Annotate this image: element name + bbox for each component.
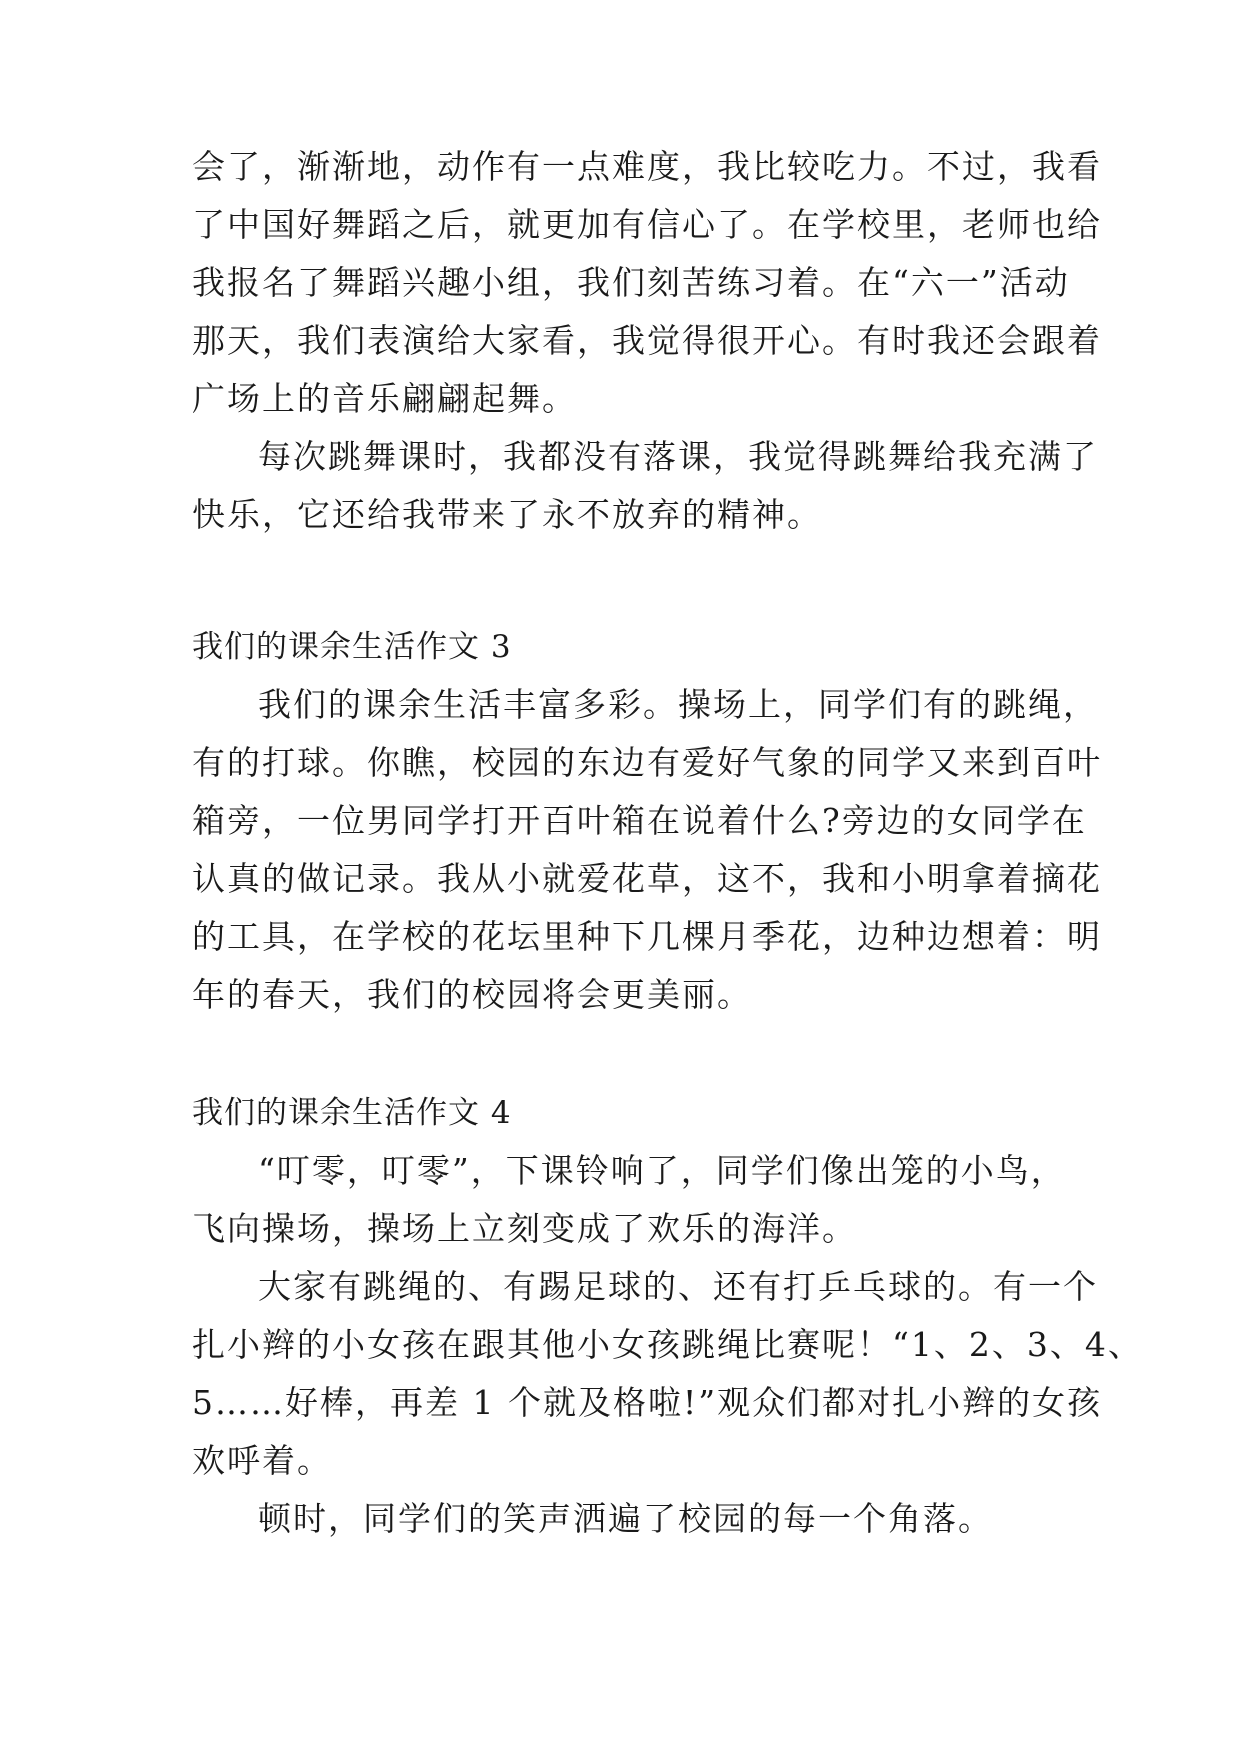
essay4-paragraph-2	[192, 1258, 1143, 1490]
text-line: 广场上的音乐翩翩起舞。	[192, 379, 577, 418]
essay-title: 我们的课余生活作文 3	[192, 629, 512, 665]
text-line: 快乐，它还给我带来了永不放弃的精神。	[192, 495, 822, 534]
essay4-paragraph-1	[192, 1142, 1072, 1258]
text-line: 会了，渐渐地，动作有一点难度，我比较吃力。不过，我看	[192, 147, 1102, 186]
essay3-title	[192, 618, 1072, 676]
essay4-title	[192, 1084, 1072, 1142]
text-line: 箱旁，一位男同学打开百叶箱在说着什么?旁边的女同学在	[192, 801, 1087, 840]
text-line: 飞向操场，操场上立刻变成了欢乐的海洋。	[192, 1209, 857, 1248]
essay3-paragraph	[192, 676, 1102, 1024]
text-line: 每次跳舞课时，我都没有落课，我觉得跳舞给我充满了	[258, 437, 1098, 476]
essay4-paragraph-3	[192, 1490, 1072, 1548]
text-line: 认真的做记录。我从小就爱花草，这不，我和小明拿着摘花	[192, 859, 1102, 898]
text-line: 那天，我们表演给大家看，我觉得很开心。有时我还会跟着	[192, 321, 1102, 360]
continued-paragraph-1	[192, 138, 1102, 428]
text-line: 大家有跳绳的、有踢足球的、还有打乒乓球的。有一个	[258, 1267, 1098, 1306]
text-line: 有的打球。你瞧，校园的东边有爱好气象的同学又来到百叶	[192, 743, 1102, 782]
continued-paragraph-2	[192, 428, 1098, 544]
essay-title: 我们的课余生活作文 4	[192, 1095, 512, 1131]
text-line: 扎小辫的小女孩在跟其他小女孩跳绳比赛呢！“1、2、3、4、	[192, 1325, 1143, 1364]
text-line: “叮零，叮零”，下课铃响了，同学们像出笼的小鸟，	[258, 1151, 1066, 1190]
text-line: 我们的课余生活丰富多彩。操场上，同学们有的跳绳，	[258, 685, 1098, 724]
text-line: 顿时，同学们的笑声洒遍了校园的每一个角落。	[258, 1499, 993, 1538]
text-line: 的工具，在学校的花坛里种下几棵月季花，边种边想着：明	[192, 917, 1102, 956]
text-line: 了中国好舞蹈之后，就更加有信心了。在学校里，老师也给	[192, 205, 1102, 244]
text-line: 欢呼着。	[192, 1441, 332, 1480]
text-line: 5……好棒，再差 1 个就及格啦!”观众们都对扎小辫的女孩	[192, 1383, 1103, 1422]
text-line: 我报名了舞蹈兴趣小组，我们刻苦练习着。在“六一”活动	[192, 263, 1070, 302]
text-line: 年的春天，我们的校园将会更美丽。	[192, 975, 752, 1014]
